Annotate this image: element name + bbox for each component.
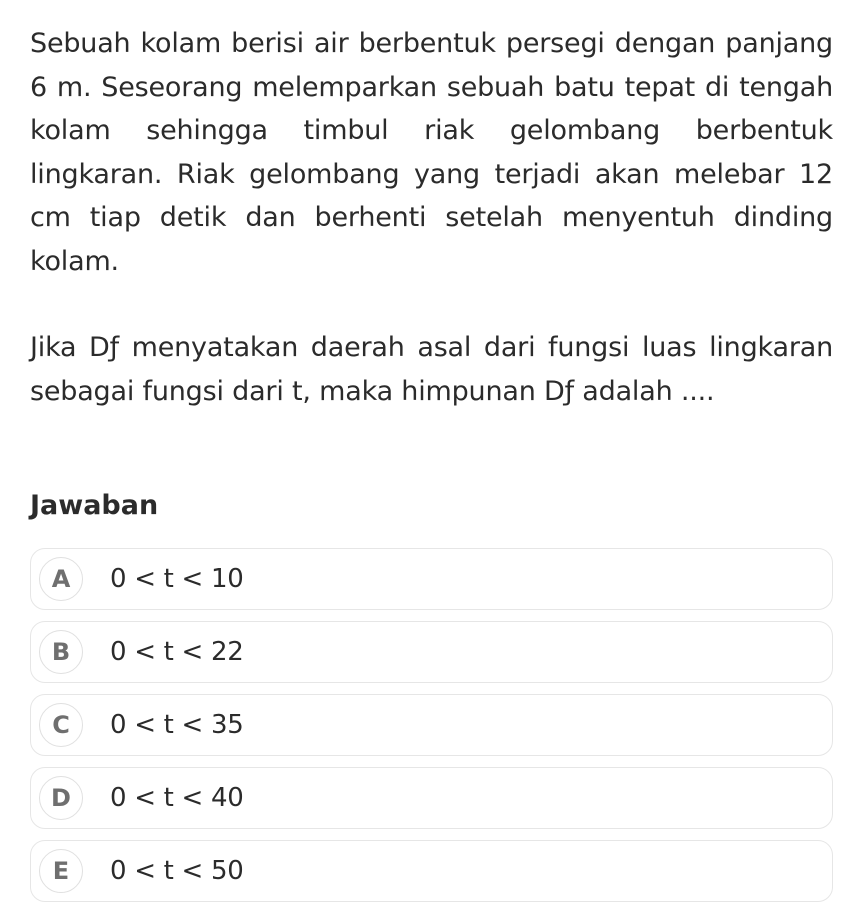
answer-heading: Jawaban <box>30 490 159 521</box>
option-letter-badge: B <box>39 630 83 674</box>
question-paragraph-1: Sebuah kolam berisi air berbentuk persegi dengan panjang 6 m. Seseorang melemparkan sebuah batu tepat di tengah kolam sehingga timbul riak gelombang berbentuk lingkaran. Riak gelombang yang terjadi akan melebar 12 cm tiap detik dan berhenti setelah menyentuh dinding kolam. <box>30 28 833 277</box>
question-paragraph-2: Jika Dƒ menyatakan daerah asal dari fungsi luas lingkaran sebagai fungsi dari t, maka himpunan Dƒ adalah .... <box>30 332 833 407</box>
option-b[interactable] <box>30 621 833 683</box>
option-text: 0 < t < 35 <box>110 710 244 740</box>
option-text: 0 < t < 40 <box>110 783 244 813</box>
option-letter-badge: A <box>39 557 83 601</box>
option-c[interactable] <box>30 694 833 756</box>
option-letter-badge: D <box>39 776 83 820</box>
option-letter-badge: E <box>39 849 83 893</box>
option-e[interactable] <box>30 840 833 902</box>
option-d[interactable] <box>30 767 833 829</box>
option-letter-badge: C <box>39 703 83 747</box>
option-a[interactable] <box>30 548 833 610</box>
option-text: 0 < t < 10 <box>110 564 244 594</box>
option-text: 0 < t < 50 <box>110 856 244 886</box>
option-text: 0 < t < 22 <box>110 637 244 667</box>
answer-options <box>30 548 833 913</box>
question-text <box>30 22 833 413</box>
